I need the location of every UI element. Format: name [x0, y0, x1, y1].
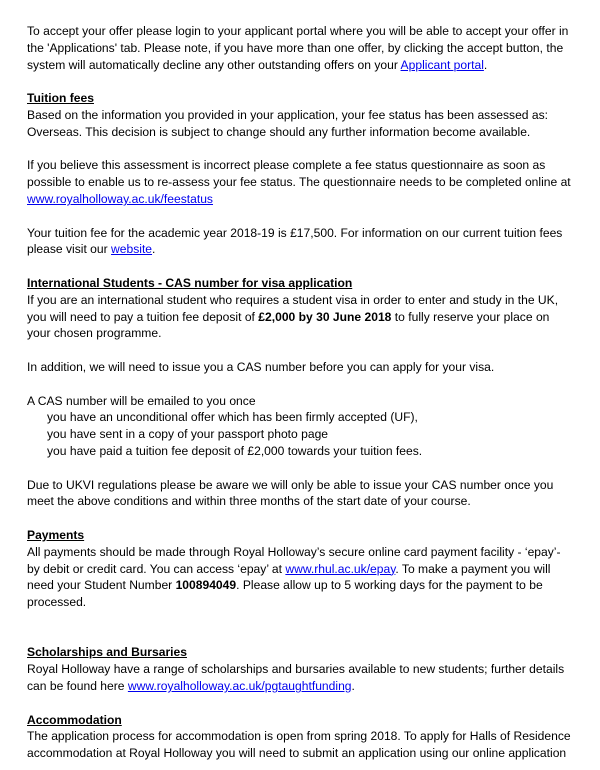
scholarships-heading: Scholarships and Bursaries	[27, 645, 187, 660]
cas-deposit-paragraph: If you are an international student who requires a student visa in order to enter and study in the UK, you will need to pay a tuition fee deposit of £2,000 by 30 June 2018 to fully reserve your place on your chosen programme.	[27, 292, 559, 341]
payments-paragraph: All payments should be made through Royal Holloway’s secure online card payment facility - ‘epay’- by debit or credit card. You can access ‘epay’ at www.rhul.ac.uk/epay. To make a payment you will need your Student Number 100894049. Please allow up to 5 working days for the payment to be processed.	[27, 544, 561, 610]
offer-letter-page	[27, 23, 575, 762]
accept-offer-paragraph: To accept your offer please login to your applicant portal where you will be able to accept your offer in the 'Applications' tab. Please note, if you have more than one offer, by clicking the accept button, the system will automatically decline any other outstanding offers on your Applicant portal.	[27, 24, 569, 72]
student-number: 100894049	[175, 578, 237, 593]
cas-issue-paragraph: In addition, we will need to issue you a CAS number before you can apply for your visa.	[27, 359, 495, 374]
pg-taught-funding-link[interactable]: www.royalholloway.ac.uk/pgtaughtfunding	[127, 679, 352, 694]
applicant-portal-link[interactable]: Applicant portal	[400, 57, 484, 72]
fee-status-paragraph: Based on the information you provided in your application, your fee status has been assessed as: Overseas. This decision is subject to change should any further information become available.	[27, 107, 549, 139]
cas-condition-item: you have an unconditional offer which has been firmly accepted (UF),	[47, 410, 418, 425]
accommodation-heading: Accommodation	[27, 712, 122, 727]
tuition-fee-amount-paragraph: Your tuition fee for the academic year 2018-19 is £17,500. For information on our current tuition fees please visit our website.	[27, 225, 563, 257]
cas-heading: International Students - CAS number for visa application	[27, 275, 353, 290]
accommodation-paragraph: The application process for accommodation is open from spring 2018. To apply for Halls of Residence accommodation at Royal Holloway you will need to submit an application using our online application	[27, 729, 571, 761]
scholarships-paragraph: Royal Holloway have a range of scholarships and bursaries available to new students; further details can be found here www.royalholloway.ac.uk/pgtaughtfunding.	[27, 662, 565, 694]
ukvi-regulations-paragraph: Due to UKVI regulations please be aware we will only be able to issue your CAS number once you meet the above conditions and within three months of the start date of your course.	[27, 477, 554, 509]
fee-status-link[interactable]: www.royalholloway.ac.uk/feestatus	[27, 191, 213, 206]
cas-list-intro: A CAS number will be emailed to you once	[27, 393, 256, 408]
payments-heading: Payments	[27, 527, 85, 542]
cas-condition-item: you have sent in a copy of your passport photo page	[47, 427, 329, 442]
epay-link[interactable]: www.rhul.ac.uk/epay	[285, 561, 396, 576]
fee-questionnaire-paragraph: If you believe this assessment is incorrect please complete a fee status questionnaire as soon as possible to enable us to re-assess your fee status. The questionnaire needs to be completed online at www.royalholloway.ac.uk/feestatus	[27, 158, 571, 206]
tuition-fees-heading: Tuition fees	[27, 91, 94, 106]
cas-condition-item: you have paid a tuition fee deposit of £2,000 towards your tuition fees.	[47, 443, 423, 458]
tuition-fees-website-link[interactable]: website	[111, 242, 153, 257]
deposit-deadline: £2,000 by 30 June 2018	[258, 309, 392, 324]
accept-offer-text: To accept your offer please login to your applicant portal where you will be able to accept your offer in the 'Applications' tab. Please note, if you have more than one offer, by clicking the accept button, the system will automatically decline any other outstanding offers on your	[27, 24, 569, 72]
